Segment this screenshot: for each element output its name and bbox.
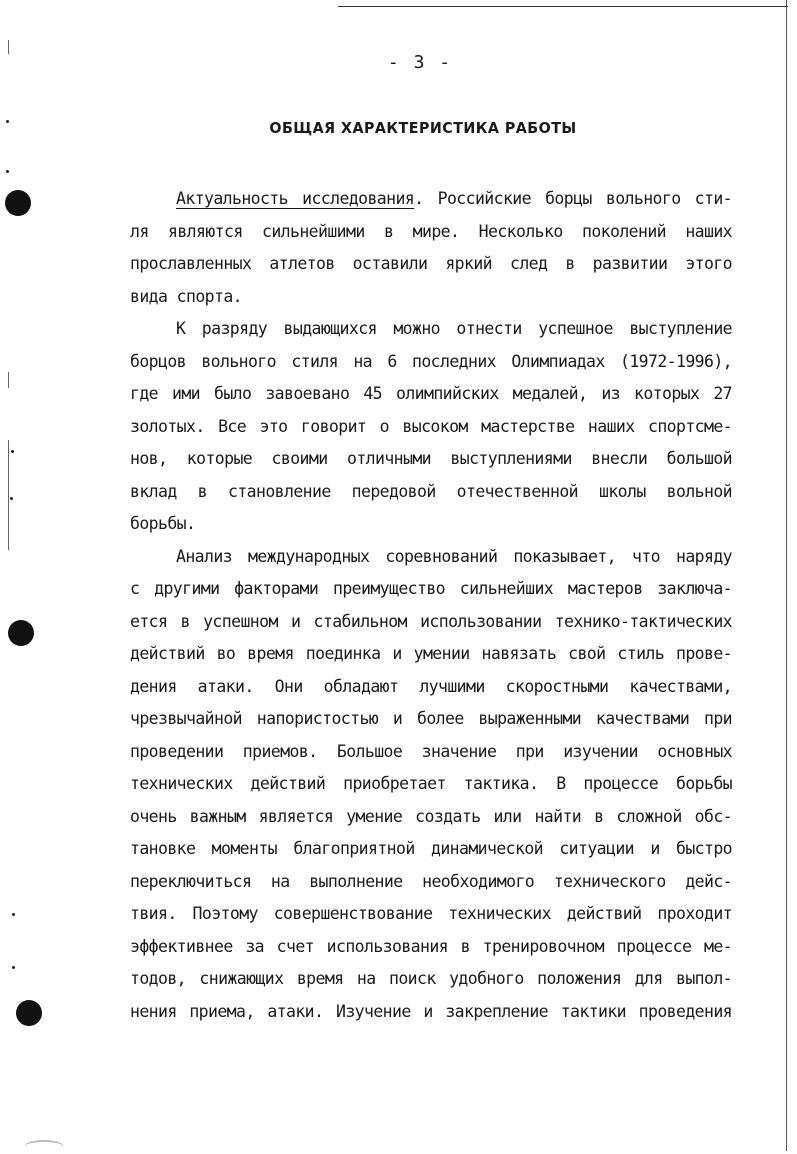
text-line: вклад в становление передовой отечественной школы вольной — [130, 481, 732, 501]
text-line: действий во время поединка и умении навязать свой стиль прове- — [130, 644, 732, 663]
text-line: эффективнее за счет использования в тренировочном процессе ме- — [130, 936, 732, 956]
text-line: прославленных атлетов оставили яркий след в развитии этого — [130, 254, 732, 273]
text-line: тодов, снижающих время на поиск удобного положения для выпол- — [130, 969, 732, 988]
text-line: тановке моменты благоприятной динамической ситуации и быстро — [130, 839, 732, 858]
lead-punct: . — [414, 189, 424, 208]
scan-speck — [10, 497, 13, 500]
text-line: ля являются сильнейшими в мире. Несколько поколений наших — [130, 221, 732, 241]
text-line: очень важным является умение создать или найти в сложной обс- — [130, 806, 732, 826]
text-line: дения атаки. Они обладают лучшими скоростными качествами, — [130, 676, 732, 696]
text-line: переключиться на выполнение необходимого технического дейс- — [130, 871, 732, 891]
punch-hole — [8, 620, 34, 646]
scan-speck — [12, 966, 15, 969]
punch-hole — [16, 1000, 42, 1026]
page-number: - 3 - — [387, 52, 453, 73]
text-line: ется в успешном и стабильном использовании технико-тактических — [130, 611, 732, 631]
scan-speck — [11, 450, 14, 453]
text-line: технических действий приобретает тактика. В процессе борьбы — [130, 774, 732, 793]
text-line: золотых. Все это говорит о высоком мастерстве наших спортсме- — [130, 416, 732, 436]
scan-left-mark — [8, 440, 9, 550]
text-line: с другими факторами преимущество сильнейших мастеров заключа- — [130, 579, 732, 598]
text-line: борцов вольного стиля на 6 последних Олимпиадах (1972-1996), — [130, 351, 732, 371]
scan-right-edge — [786, 0, 787, 1151]
scan-speck — [6, 120, 9, 123]
text-line: борьбы. — [130, 514, 196, 533]
section-title: ОБЩАЯ ХАРАКТЕРИСТИКА РАБОТЫ — [269, 119, 577, 137]
scan-speck — [6, 170, 9, 173]
scan-speck — [12, 913, 15, 916]
scan-bottom-artifact — [24, 1140, 64, 1154]
lead-term: Актуальность исследования — [176, 189, 415, 208]
text-line: проведении приемов. Большое значение при изучении основных — [130, 741, 732, 761]
text-line-rest: Российские борцы вольного сти- — [437, 189, 732, 208]
text-line: твия. Поэтому совершенствование технических действий проходит — [130, 904, 732, 923]
text-line: чрезвычайной напористостью и более выраженными качествами при — [130, 709, 732, 728]
scan-left-mark — [8, 372, 9, 388]
text-line: где ими было завоевано 45 олимпийских медалей, из которых 27 — [130, 384, 732, 403]
text-line: вида спорта. — [130, 286, 243, 306]
text-line: нов, которые своими отличными выступлениями внесли большой — [130, 449, 732, 468]
punch-hole — [5, 190, 31, 216]
body-text — [130, 183, 732, 1028]
text-line: К разряду выдающихся можно отнести успешное выступление — [176, 319, 732, 338]
text-line — [130, 183, 732, 216]
scan-top-rule — [338, 6, 788, 7]
text-line: нения приема, атаки. Изучение и закрепление тактики проведения — [130, 1001, 732, 1021]
text-line: Анализ международных соревнований показывает, что наряду — [176, 546, 732, 566]
